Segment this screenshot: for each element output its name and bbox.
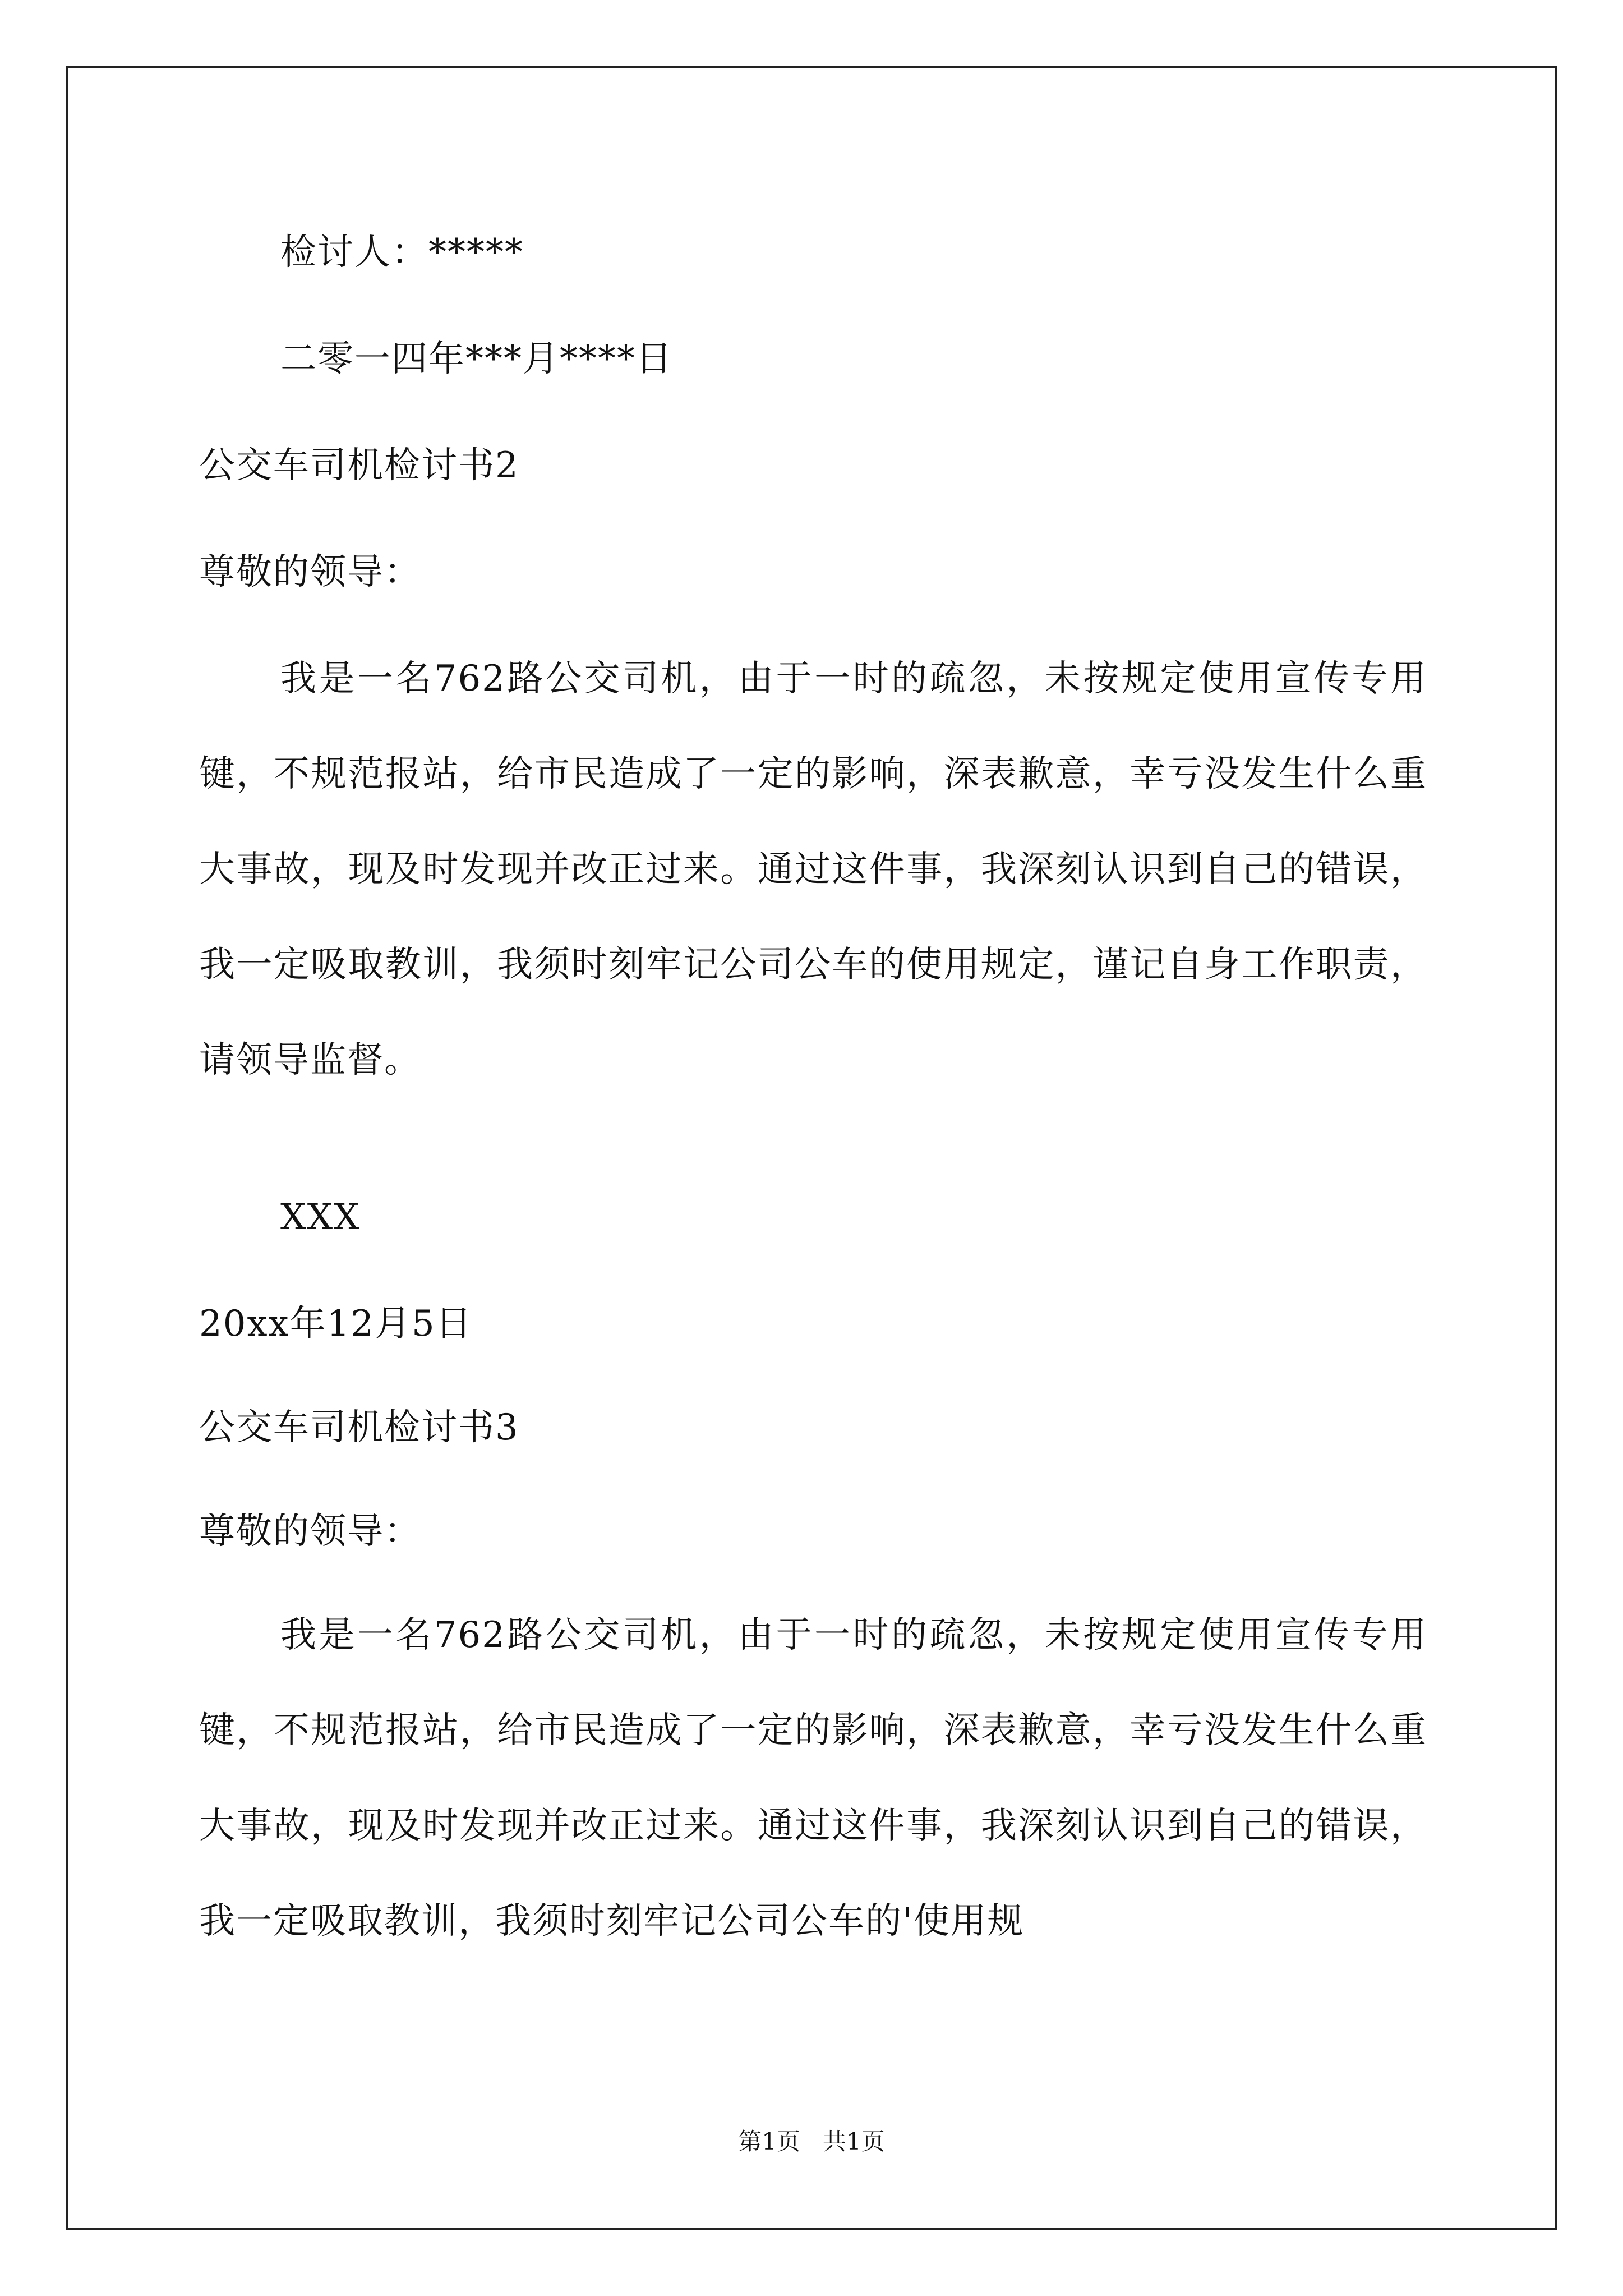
letter-2-title: 公交车司机检讨书2 (199, 445, 519, 486)
reviewer-line: 检讨人：***** (280, 232, 524, 273)
letter-3-body: 我是一名762路公交司机，由于一时的疏忽，未按规定使用宣传专用键，不规范报站，给市民造成了一定的影响，深表歉意，幸亏没发生什么重大事故，现及时发现并改正过来。通过这件事，我深刻认识到自己的错误，我一定吸取教训，我须时刻牢记公司公车的'使用规 (199, 1614, 1427, 1942)
letter-2-body: 我是一名762路公交司机，由于一时的疏忽，未按规定使用宣传专用键，不规范报站，给市民造成了一定的影响，深表歉意，幸亏没发生什么重大事故，现及时发现并改正过来。通过这件事，我深刻认识到自己的错误，我一定吸取教训，我须时刻牢记公司公车的使用规定，谨记自身工作职责，请领导监督。 (199, 658, 1427, 1081)
letter-3-salutation: 尊敬的领导： (199, 1511, 421, 1552)
date-line: 二零一四年***月****日 (280, 338, 673, 380)
letter-2-salutation: 尊敬的领导： (199, 551, 421, 593)
page-footer: 第1页 共1页 (738, 2128, 885, 2155)
letter-3-title: 公交车司机检讨书3 (199, 1407, 519, 1448)
letter-2-date: 20xx年12月5日 (199, 1303, 473, 1345)
letter-2-signer: XXX (280, 1197, 361, 1238)
